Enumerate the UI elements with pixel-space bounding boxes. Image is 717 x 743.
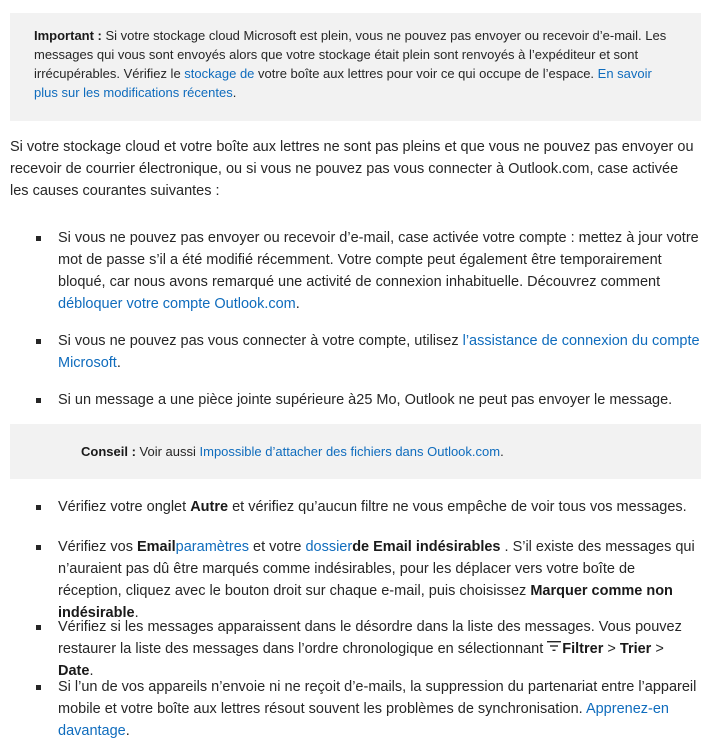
settings-link[interactable]: paramètres [175, 539, 250, 555]
bullet [36, 625, 41, 630]
item-text-end: . [295, 296, 300, 312]
attach-files-link[interactable]: Impossible d’attacher des fichiers dans Outlook.com [199, 444, 501, 459]
item-text: Vérifiez votre onglet [58, 499, 191, 515]
signin-help-link[interactable]: l’assistance de connexion du compte Microsoft [58, 333, 700, 371]
important-label: Important : [34, 28, 102, 43]
intro-paragraph: Si votre stockage cloud et votre boîte aux lettres ne sont pas pleins et que vous ne pouvez pas envoyer ou recevoir de courrier électronique, ou si vous ne pouvez pas vous connecter à Outlook.com, case activée les causes courantes suivantes : [10, 139, 694, 199]
item-text-end: . [125, 723, 130, 739]
junk-folder-bold: de Email indésirables [352, 539, 501, 555]
important-text-3: . [232, 85, 237, 100]
unblock-account-link[interactable]: débloquer votre compte Outlook.com [58, 296, 296, 312]
item-text-end: . [134, 605, 139, 621]
item-text-3: . S’il existe des messages qui n’auraient pas dû être marqués comme indésirables, pour les déplacer vers votre boîte de réception, cliquez avec le bouton droit sur chaque e-mail, puis choisissez [58, 539, 695, 599]
not-junk-bold: Marquer comme non indésirable [58, 583, 673, 621]
item-text-end: . [89, 663, 94, 679]
separator: > [603, 641, 620, 657]
item-text: Si vous ne pouvez pas vous connecter à votre compte, utilisez [58, 333, 463, 349]
bullet [36, 339, 41, 344]
important-text-2: votre boîte aux lettres pour voir ce qui occupe de l’espace. [254, 66, 598, 81]
important-note [10, 13, 701, 121]
item-text: Si vous ne pouvez pas envoyer ou recevoir d’e-mail, case activée votre compte : mettez à jour votre mot de passe s’il a été modifié récemment. Votre compte peut également être temporairement bloqué, car nous avons remarqué une activité de connexion inhabituelle. Découvrez comment [58, 230, 699, 290]
filter-bold: Filtrer [562, 641, 604, 657]
item-text: Si un message a une pièce jointe supérieure à25 Mo, Outlook ne peut pas envoyer le message. [58, 392, 673, 408]
item-text: Si l’un de vos appareils n’envoie ni ne reçoit d’e-mails, la suppression du partenariat entre l’appareil mobile et votre boîte aux lettres résout souvent les problèmes de synchronisation. [58, 679, 697, 717]
bullet [36, 685, 41, 690]
bullet [36, 398, 41, 403]
list-item-signin [58, 330, 700, 374]
filter-icon [547, 640, 561, 652]
storage-link[interactable]: stockage de [184, 66, 255, 81]
recent-changes-link[interactable]: En savoir plus sur les modifications récentes [34, 66, 652, 100]
sort-bold: Trier [619, 641, 652, 657]
list-item-account [58, 227, 700, 315]
list-item-other-tab [58, 496, 700, 518]
separator: > [651, 641, 664, 657]
tip-text: Voir aussi [135, 444, 200, 459]
bullet [36, 236, 41, 241]
list-item-attachment [58, 389, 700, 411]
item-text-end: et vérifiez qu’aucun filtre ne vous empêche de voir tous vos messages. [228, 499, 687, 515]
date-bold: Date [58, 663, 90, 679]
learn-more-link[interactable]: Apprenez-en davantage [58, 701, 669, 739]
tip-note [10, 424, 701, 479]
item-text-2: et votre [249, 539, 306, 555]
tip-label: Conseil : [81, 444, 136, 459]
folder-link[interactable]: dossier [305, 539, 353, 555]
tip-text-end: . [500, 444, 504, 459]
email-bold: Email [136, 539, 176, 555]
list-item-sync [58, 676, 700, 742]
item-text: Vérifiez si les messages apparaissent dans le désordre dans la liste des messages. Vous pouvez restaurer la liste des messages dans l’ordre chronologique en sélectionnant [58, 619, 682, 657]
item-text: Vérifiez vos [58, 539, 137, 555]
bullet [36, 545, 41, 550]
list-item-order [58, 616, 700, 682]
list-item-junk [58, 536, 700, 624]
important-text: Si votre stockage cloud Microsoft est plein, vous ne pouvez pas envoyer ou recevoir d’e-mail. Les messages qui vous sont envoyés alors que votre stockage était plein sont renvoyés à l’expéditeur et sont irrécupérables. Vérifiez le [34, 28, 667, 81]
bullet [36, 505, 41, 510]
other-tab-name: Autre [190, 499, 229, 515]
item-text-end: . [116, 355, 121, 371]
